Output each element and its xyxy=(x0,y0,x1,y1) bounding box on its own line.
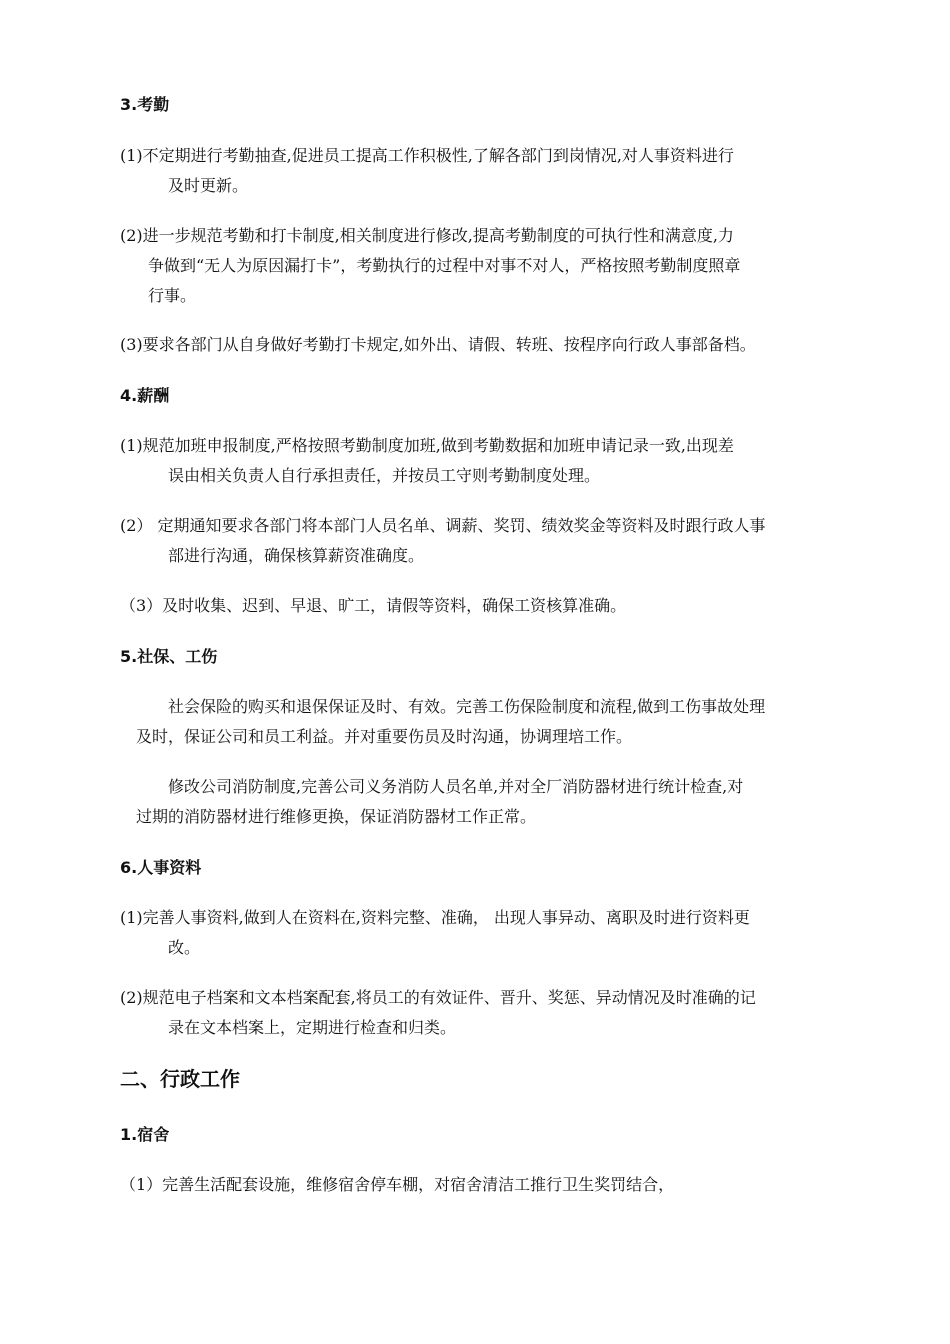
text-line: 社会保险的购买和退保保证及时、有效。完善工伤保险制度和流程,做到工伤事故处理 xyxy=(168,697,766,716)
text-line: (1)不定期进行考勤抽查,促进员工提高工作积极性,了解各部门到岗情况,对人事资料进行 xyxy=(120,146,734,165)
text-line: 部进行沟通，确保核算薪资准确度。 xyxy=(168,546,425,565)
text-line: 及时更新。 xyxy=(168,176,249,195)
text-line: 及时，保证公司和员工利益。并对重要伤员及时沟通，协调理培工作。 xyxy=(136,727,633,746)
part-heading-administration: 二、行政工作 xyxy=(120,1067,240,1091)
text-line: 争做到“无人为原因漏打卡”，考勤执行的过程中对事不对人，严格按照考勤制度照章 xyxy=(148,256,741,275)
salary-item-2 xyxy=(120,511,880,571)
text-line: 过期的消防器材进行维修更换，保证消防器材工作正常。 xyxy=(136,807,537,826)
text-line: 录在文本档案上，定期进行检查和归类。 xyxy=(168,1018,457,1037)
section-heading-attendance: 3.考勤 xyxy=(120,95,170,114)
text-line: 误由相关负责人自行承担责任，并按员工守则考勤制度处理。 xyxy=(168,466,601,485)
social-insurance-paragraph-2 xyxy=(136,772,880,832)
text-line: (2） 定期通知要求各部门将本部门人员名单、调薪、奖罚、绩效奖金等资料及时跟行政人事 xyxy=(120,516,766,535)
attendance-item-1 xyxy=(120,141,880,201)
attendance-item-3 xyxy=(120,330,880,360)
personnel-item-2 xyxy=(120,983,880,1043)
section-heading-salary: 4.薪酬 xyxy=(120,386,170,405)
dormitory-item-1 xyxy=(120,1170,880,1200)
salary-item-1 xyxy=(120,431,880,491)
text-line: （3）及时收集、迟到、早退、旷工，请假等资料，确保工资核算准确。 xyxy=(120,596,627,615)
text-line: （1）完善生活配套设施，维修宿舍停车棚，对宿舍清洁工推行卫生奖罚结合， xyxy=(120,1175,675,1194)
section-heading-social-insurance: 5.社保、工伤 xyxy=(120,647,218,666)
section-heading-dormitory: 1.宿舍 xyxy=(120,1125,170,1144)
text-line: (2)进一步规范考勤和打卡制度,相关制度进行修改,提高考勤制度的可执行性和满意度,力 xyxy=(120,226,734,245)
attendance-item-2 xyxy=(120,221,880,311)
section-heading-personnel-records: 6.人事资料 xyxy=(120,858,202,877)
text-line: 修改公司消防制度,完善公司义务消防人员名单,并对全厂消防器材进行统计检查,对 xyxy=(168,777,744,796)
text-line: (1)规范加班申报制度,严格按照考勤制度加班,做到考勤数据和加班申请记录一致,出现差 xyxy=(120,436,734,455)
social-insurance-paragraph-1 xyxy=(136,692,880,752)
personnel-item-1 xyxy=(120,903,880,963)
text-line: 改。 xyxy=(168,938,201,957)
text-line: (1)完善人事资料,做到人在资料在,资料完整、准确， 出现人事异动、离职及时进行资料更 xyxy=(120,908,750,927)
text-line: (2)规范电子档案和文本档案配套,将员工的有效证件、晋升、奖惩、异动情况及时准确的记 xyxy=(120,988,756,1007)
salary-item-3 xyxy=(120,591,880,621)
text-line: 行事。 xyxy=(148,286,197,305)
text-line: (3)要求各部门从自身做好考勤打卡规定,如外出、请假、转班、按程序向行政人事部备档。 xyxy=(120,335,756,354)
